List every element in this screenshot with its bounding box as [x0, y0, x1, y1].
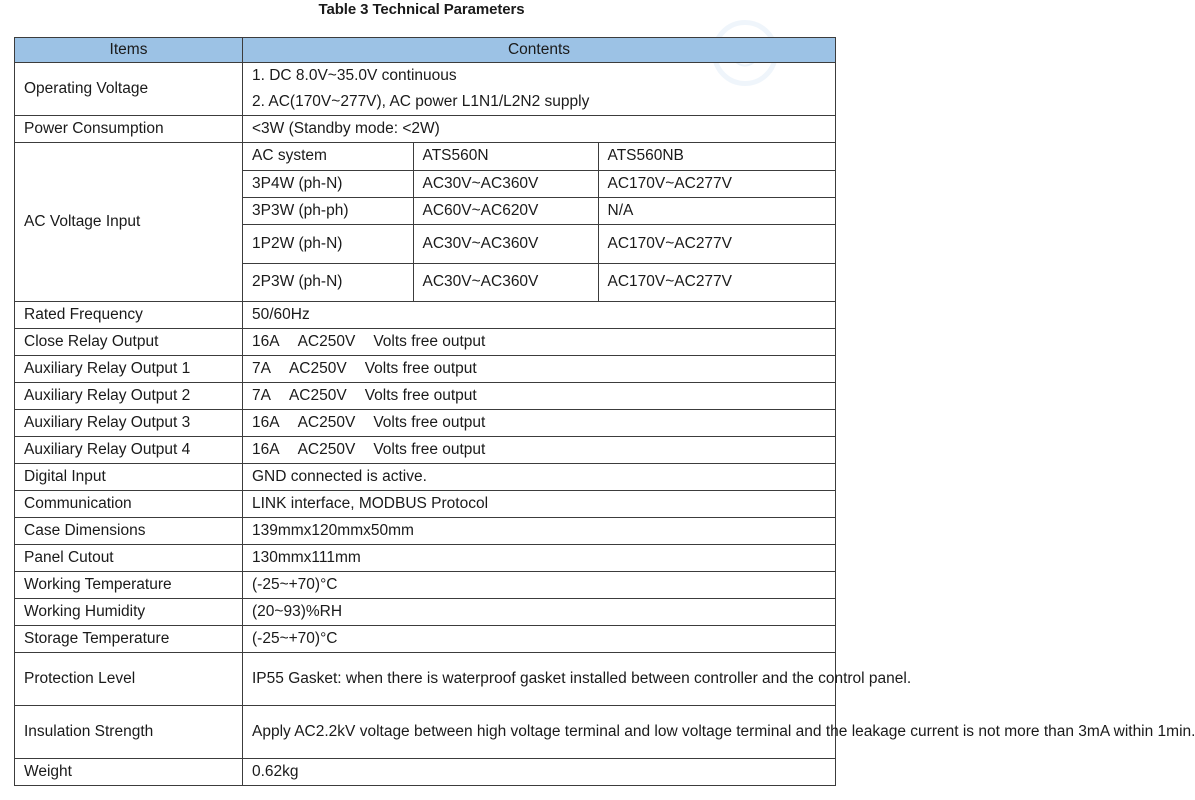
row-value: LINK interface, MODBUS Protocol: [243, 491, 836, 518]
row-label: Operating Voltage: [15, 63, 243, 116]
table-row: [15, 329, 836, 356]
table-row: [15, 410, 836, 437]
subtable-cell: 3P4W (ph-N): [243, 170, 413, 197]
row-value: [243, 329, 836, 356]
subtable-cell: AC170V~AC277V: [598, 170, 836, 197]
ac-voltage-subtable: [243, 143, 836, 301]
relay-current: 16A: [252, 441, 280, 458]
table-row: [15, 572, 836, 599]
subtable-row: [243, 197, 836, 224]
subtable-row: [243, 263, 836, 301]
relay-voltage: AC250V: [288, 387, 347, 404]
relay-note: Volts free output: [373, 414, 486, 431]
row-label: Working Temperature: [15, 572, 243, 599]
table-row: [15, 464, 836, 491]
row-label: Digital Input: [15, 464, 243, 491]
row-value: <3W (Standby mode: <2W): [243, 116, 836, 143]
row-value: 50/60Hz: [243, 302, 836, 329]
value-line: 2. AC(170V~277V), AC power L1N1/L2N2 supply: [252, 93, 590, 110]
row-label: Auxiliary Relay Output 4: [15, 437, 243, 464]
row-value: (-25~+70)°C: [243, 572, 836, 599]
row-label: Auxiliary Relay Output 1: [15, 356, 243, 383]
table-row: [15, 302, 836, 329]
relay-note: Volts free output: [364, 387, 477, 404]
row-value: [243, 383, 836, 410]
row-label: Communication: [15, 491, 243, 518]
subtable-cell: AC170V~AC277V: [598, 263, 836, 301]
subtable-header: AC system: [243, 143, 413, 170]
row-value: 139mmx120mmx50mm: [243, 518, 836, 545]
relay-note: Volts free output: [364, 360, 477, 377]
table-row: [15, 143, 836, 302]
ac-voltage-subtable-cell: [243, 143, 836, 302]
relay-note: Volts free output: [373, 441, 486, 458]
relay-voltage: AC250V: [297, 414, 356, 431]
table-row: [15, 437, 836, 464]
row-value: [243, 410, 836, 437]
table-row: [15, 63, 836, 116]
row-label: Auxiliary Relay Output 3: [15, 410, 243, 437]
table-row: [15, 545, 836, 572]
relay-current: 7A: [252, 360, 271, 377]
subtable-cell: AC170V~AC277V: [598, 224, 836, 263]
relay-current: 16A: [252, 414, 280, 431]
subtable-header-row: [243, 143, 836, 170]
table-row: [15, 518, 836, 545]
subtable-cell: 3P3W (ph-ph): [243, 197, 413, 224]
row-label: Close Relay Output: [15, 329, 243, 356]
subtable-cell: AC30V~AC360V: [413, 224, 598, 263]
row-label: Auxiliary Relay Output 2: [15, 383, 243, 410]
table-row: [15, 383, 836, 410]
table-row: [15, 356, 836, 383]
row-label: Weight: [15, 759, 243, 786]
subtable-header: ATS560N: [413, 143, 598, 170]
subtable-cell: AC30V~AC360V: [413, 263, 598, 301]
relay-current: 16A: [252, 333, 280, 350]
row-label: AC Voltage Input: [15, 143, 243, 302]
value-line: 1. DC 8.0V~35.0V continuous: [252, 67, 457, 84]
relay-voltage: AC250V: [297, 441, 356, 458]
subtable-header: ATS560NB: [598, 143, 836, 170]
row-value: Apply AC2.2kV voltage between high voltage terminal and low voltage terminal and the leakage current is not more than 3mA within 1min.: [243, 706, 836, 759]
row-label: Case Dimensions: [15, 518, 243, 545]
row-label: Working Humidity: [15, 599, 243, 626]
row-label: Rated Frequency: [15, 302, 243, 329]
row-label: Protection Level: [15, 653, 243, 706]
table-row: [15, 491, 836, 518]
row-value: 130mmx111mm: [243, 545, 836, 572]
subtable-row: [243, 170, 836, 197]
row-value: [243, 356, 836, 383]
row-value: [243, 437, 836, 464]
relay-note: Volts free output: [373, 333, 486, 350]
subtable-cell: 1P2W (ph-N): [243, 224, 413, 263]
row-label: Power Consumption: [15, 116, 243, 143]
table-row: [15, 759, 836, 786]
subtable-cell: 2P3W (ph-N): [252, 273, 343, 291]
relay-current: 7A: [252, 387, 271, 404]
table-row: [15, 706, 836, 759]
header-items: Items: [15, 38, 243, 63]
relay-voltage: AC250V: [297, 333, 356, 350]
row-value: (20~93)%RH: [243, 599, 836, 626]
subtable-row: [243, 224, 836, 263]
table-row: [15, 653, 836, 706]
row-label: Panel Cutout: [15, 545, 243, 572]
subtable-cell: N/A: [598, 197, 836, 224]
row-value: 0.62kg: [243, 759, 836, 786]
row-label: Storage Temperature: [15, 626, 243, 653]
table-row: [15, 599, 836, 626]
technical-parameters-table: [14, 37, 1195, 786]
row-value: (-25~+70)°C: [243, 626, 836, 653]
row-value: IP55 Gasket: when there is waterproof gasket installed between controller and the control panel.: [243, 653, 836, 706]
subtable-cell: AC60V~AC620V: [413, 197, 598, 224]
relay-voltage: AC250V: [288, 360, 347, 377]
table-header-row: [15, 38, 836, 63]
row-label: Insulation Strength: [15, 706, 243, 759]
subtable-cell: AC30V~AC360V: [413, 170, 598, 197]
table-row: [15, 116, 836, 143]
row-value: GND connected is active.: [243, 464, 836, 491]
header-contents: Contents: [243, 38, 836, 63]
table-row: [15, 626, 836, 653]
row-value: [243, 63, 836, 116]
table-title: Table 3 Technical Parameters: [318, 1, 525, 18]
